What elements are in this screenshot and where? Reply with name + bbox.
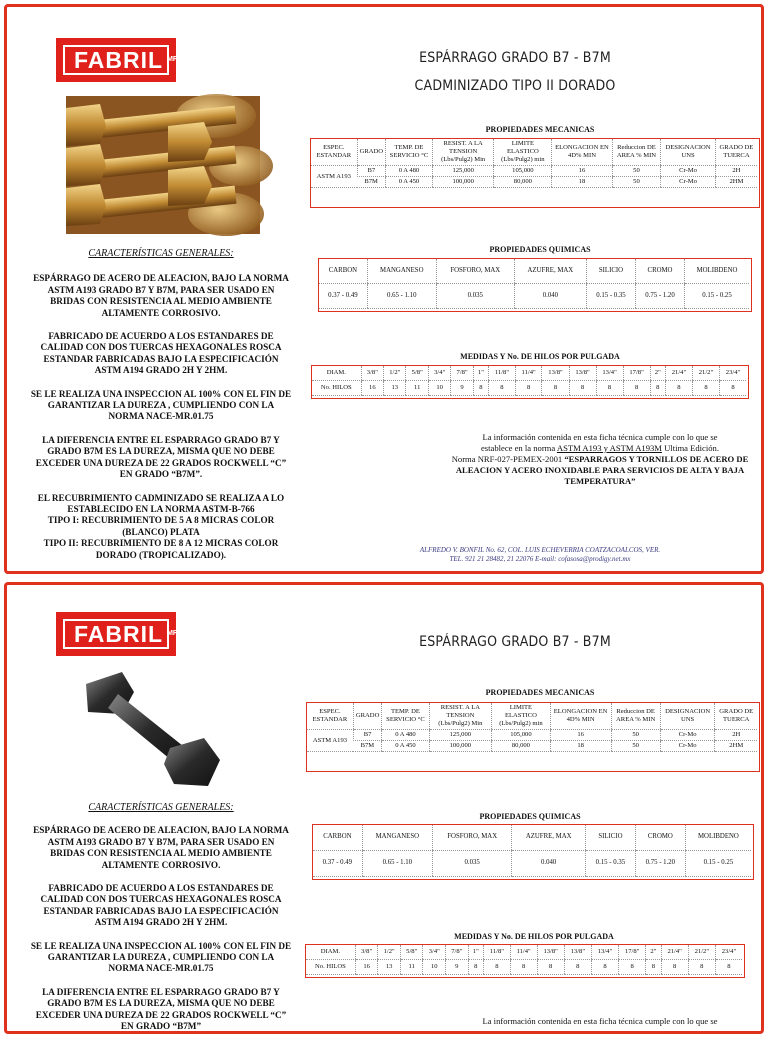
threads-cell: 8 — [596, 380, 623, 395]
compliance-note-partial: La información contenida en esta ficha técnica cumple con lo que se — [482, 1016, 718, 1026]
table-cell: 2H — [715, 730, 757, 741]
threads-cell: 8 — [619, 959, 646, 974]
diameter-cell: 11/8" — [489, 366, 516, 380]
table-row — [307, 730, 757, 741]
table-cell: 0.035 — [436, 283, 514, 308]
table-cell: B7M — [357, 177, 385, 188]
medidas-title: MEDIDAS Y No. DE HILOS POR PULGADA — [454, 932, 614, 941]
table-cell: Cr-Mo — [660, 730, 715, 741]
threads-cell: 8 — [665, 380, 692, 395]
table-cell: 50 — [612, 177, 661, 188]
char-paragraph-3: SE LE REALIZA UNA INSPECCION AL 100% CON EL FIN DE GARANTIZAR LA DUREZA , CUMPLIENDO CON LA NORMA NACE-MR.01.75 — [30, 388, 292, 422]
characteristics-section — [30, 248, 292, 573]
threads-cell: 8 — [688, 959, 715, 974]
char-paragraph-3: SE LE REALIZA UNA INSPECCION AL 100% CON EL FIN DE GARANTIZAR LA DUREZA , CUMPLIENDO CON LA NORMA NACE-MR.01.75 — [30, 940, 292, 974]
char-paragraph-1: ESPÁRRAGO DE ACERO DE ALEACION, BAJO LA NORMA ASTM A193 GRADO B7 Y B7M, PARA SER USADO EN BRIDAS CON RESISTENCIA AL MEDIO AMBIENTE ALTAMENTE CORROSIVO. — [33, 273, 289, 318]
mecanicas-table — [311, 139, 757, 188]
characteristics-heading: CARACTERÍSTICAS GENERALES: — [88, 248, 234, 259]
diameter-cell: 13/4" — [591, 945, 618, 959]
table-cell: 0.040 — [514, 283, 586, 308]
diameter-cell: 11/8" — [483, 945, 510, 959]
row-label: No. HILOS — [312, 380, 361, 395]
header-cell: CARBON — [313, 825, 362, 850]
header-cell: CARBON — [319, 259, 367, 283]
diameter-cell: 13/4" — [596, 366, 623, 380]
threads-cell: 8 — [468, 959, 483, 974]
logo-mark: MR — [167, 56, 178, 63]
mecanicas-table — [307, 703, 757, 752]
table-cell: 0.15 - 0.25 — [685, 850, 751, 876]
header-cell: DESIGNACION UNS — [661, 139, 716, 166]
page-title: ESPÁRRAGO GRADO B7 - B7M — [419, 50, 611, 66]
table-cell: 0 A 450 — [382, 741, 429, 752]
table-cell: 50 — [611, 730, 660, 741]
threads-cell: 16 — [361, 380, 383, 395]
note-line-3 — [440, 454, 760, 487]
table-cell: 105,000 — [494, 166, 552, 177]
mecanicas-header-row — [307, 703, 757, 730]
logo-mark: MR — [167, 630, 178, 637]
threads-cell: 8 — [510, 959, 537, 974]
header-cell: CROMO — [635, 825, 685, 850]
threads-cell: 8 — [650, 380, 665, 395]
table-cell: 125,000 — [432, 166, 494, 177]
diameter-cell: 13/8" — [564, 945, 591, 959]
header-cell: MANGANESO — [367, 259, 436, 283]
threads-cell: 8 — [623, 380, 650, 395]
quimicas-table — [313, 825, 751, 877]
page-title: ESPÁRRAGO GRADO B7 - B7M — [419, 634, 611, 650]
threads-cell: 8 — [537, 959, 564, 974]
diameter-cell: 2" — [646, 945, 661, 959]
table-cell: 100,000 — [429, 741, 492, 752]
table-row — [307, 741, 757, 752]
spec-cell: ASTM A193 — [307, 730, 353, 752]
medidas-table — [306, 945, 742, 975]
note-text: Norma NRF-027-PEMEX-2001 — [451, 454, 563, 464]
table-cell: 0.65 - 1.10 — [367, 283, 436, 308]
mecanicas-header-row — [311, 139, 757, 166]
page-subtitle: CADMINIZADO TIPO II DORADO — [414, 78, 616, 94]
hilos-row — [306, 959, 742, 974]
header-cell: DESIGNACION UNS — [660, 703, 715, 730]
diameter-cell: 1" — [473, 366, 488, 380]
char-paragraph-2: FABRICADO DE ACUERDO A LOS ESTANDARES DE CALIDAD CON DOS TUERCAS HEXAGONALES ROSCA ESTANDAR FABRICADAS BAJO LA ESPECIFICACIÓN ASTM A194 GRADO 2H Y 2HM. — [40, 883, 282, 928]
table-cell: 18 — [552, 177, 612, 188]
compliance-note — [440, 432, 760, 487]
address-line-1: ALFREDO V. BONFIL No. 62, COL. LUIS ECHEVERRIA COATZACOALCOS, VER. — [419, 546, 661, 554]
table-row — [313, 850, 751, 876]
table-cell: B7M — [353, 741, 381, 752]
row-label: DIAM. — [312, 366, 361, 380]
characteristics-section — [30, 802, 292, 1045]
diameter-cell: 2" — [650, 366, 665, 380]
diameter-cell: 21/2" — [692, 366, 719, 380]
table-row — [311, 177, 757, 188]
note-text: establece en la norma — [480, 443, 556, 453]
table-cell: 50 — [611, 741, 660, 752]
table-cell: 16 — [552, 166, 612, 177]
note-line-1: La información contenida en esta ficha técnica cumple con lo que se — [482, 432, 718, 442]
threads-cell: 10 — [423, 959, 446, 974]
note-text: Ultima Edición. — [664, 443, 719, 453]
header-cell: TEMP. DE SERVICIO °C — [386, 139, 433, 166]
table-cell: 80,000 — [494, 177, 552, 188]
diameter-cell: 13/8" — [537, 945, 564, 959]
diameter-cell: 3/4" — [423, 945, 446, 959]
fabril-logo — [56, 612, 176, 656]
threads-cell: 11 — [406, 380, 428, 395]
diameter-cell: 17/8" — [619, 945, 646, 959]
diameter-cell: 23/4" — [719, 366, 746, 380]
medidas-title: MEDIDAS Y No. DE HILOS POR PULGADA — [460, 352, 620, 361]
quimicas-table — [319, 259, 749, 309]
diameter-cell: 1" — [468, 945, 483, 959]
threads-cell: 8 — [483, 959, 510, 974]
char-paragraph-6: TIPO I: RECUBRIMIENTO DE 5 A 8 MICRAS COLOR (BLANCO) PLATA — [47, 515, 275, 537]
diameter-cell: 13/8" — [569, 366, 596, 380]
row-label: No. HILOS — [306, 959, 355, 974]
header-cell: CROMO — [635, 259, 684, 283]
table-cell: 125,000 — [429, 730, 492, 741]
header-cell: Reduccion DE AREA % MIN — [612, 139, 661, 166]
table-cell: B7 — [353, 730, 381, 741]
header-cell: AZUFRE, MAX — [512, 825, 586, 850]
diameter-cell: 3/4" — [428, 366, 450, 380]
table-cell: Cr-Mo — [661, 177, 716, 188]
threads-cell: 8 — [661, 959, 688, 974]
table-cell: 16 — [550, 730, 611, 741]
threads-cell: 8 — [542, 380, 569, 395]
diameter-cell: 7/8" — [451, 366, 473, 380]
table-row — [311, 166, 757, 177]
mecanicas-title: PROPIEDADES MECANICAS — [485, 125, 595, 134]
logo-text: FABRIL — [74, 621, 164, 647]
diam-row — [306, 945, 742, 959]
table-cell: 0.035 — [432, 850, 512, 876]
table-cell: 0.040 — [512, 850, 586, 876]
table-cell: 80,000 — [492, 741, 551, 752]
header-cell: MOLIBDENO — [685, 825, 751, 850]
char-paragraph-7: TIPO II: RECUBRIMIENTO DE 8 A 12 MICRAS COLOR DORADO (TROPICALIZADO). — [43, 538, 279, 560]
diameter-cell: 21/2" — [688, 945, 715, 959]
header-cell: SILICIO — [585, 825, 635, 850]
header-cell: GRADO — [353, 703, 381, 730]
table-cell: 0 A 480 — [382, 730, 429, 741]
header-cell: ELONGACION EN 4D% MIN — [550, 703, 611, 730]
diameter-cell: 5/8" — [406, 366, 428, 380]
table-cell: 0 A 480 — [386, 166, 433, 177]
table-cell: 2H — [715, 166, 757, 177]
characteristics-heading: CARACTERÍSTICAS GENERALES: — [88, 802, 234, 813]
header-cell: MANGANESO — [362, 825, 432, 850]
address-line-2: TEL. 921 21 28482, 21 22076 E-mail: cofasosa@prodigy.net.mx — [449, 555, 631, 563]
mecanicas-title: PROPIEDADES MECANICAS — [485, 688, 595, 697]
threads-cell: 8 — [473, 380, 488, 395]
threads-cell: 8 — [692, 380, 719, 395]
table-cell: B7 — [357, 166, 385, 177]
char-paragraph-1: ESPÁRRAGO DE ACERO DE ALEACION, BAJO LA NORMA ASTM A193 GRADO B7 Y B7M, PARA SER USADO EN BRIDAS CON RESISTENCIA AL MEDIO AMBIENTE ALTAMENTE CORROSIVO. — [33, 825, 289, 870]
diameter-cell: 1/2" — [378, 945, 401, 959]
diameter-cell: 1/2" — [384, 366, 406, 380]
diameter-cell: 3/8" — [355, 945, 378, 959]
char-paragraph-2: FABRICADO DE ACUERDO A LOS ESTANDARES DE CALIDAD CON DOS TUERCAS HEXAGONALES ROSCA ESTANDAR FABRICADAS BAJO LA ESPECIFICACIÓN ASTM A194 GRADO 2H Y 2HM. — [40, 331, 282, 376]
header-cell: LIMITE ELASTICO (Lbs/Pulg2) min — [494, 139, 552, 166]
table-cell: 0.75 - 1.20 — [635, 850, 685, 876]
threads-cell: 8 — [489, 380, 516, 395]
spec-cell: ASTM A193 — [311, 166, 357, 188]
threads-cell: 8 — [719, 380, 746, 395]
quimicas-title: PROPIEDADES QUIMICAS — [479, 812, 581, 821]
quimicas-title: PROPIEDADES QUIMICAS — [489, 245, 591, 254]
header-cell: MOLIBDENO — [685, 259, 749, 283]
diameter-cell: 13/8" — [542, 366, 569, 380]
header-cell: LIMITE ELASTICO (Lbs/Pulg2) min — [492, 703, 551, 730]
table-cell: 0.15 - 0.35 — [586, 283, 635, 308]
diameter-cell: 11/4" — [515, 366, 542, 380]
note-standard: ASTM A193 y ASTM A193M — [556, 443, 662, 453]
table-cell: 0.37 - 0.49 — [313, 850, 362, 876]
table-cell: Cr-Mo — [660, 741, 715, 752]
threads-cell: 8 — [569, 380, 596, 395]
note-line-2 — [440, 443, 760, 454]
header-cell: GRADO — [357, 139, 385, 166]
header-cell: FOSFORO, MAX — [432, 825, 512, 850]
threads-cell: 8 — [646, 959, 661, 974]
threads-cell: 9 — [446, 959, 469, 974]
logo-text: FABRIL — [74, 47, 164, 73]
table-cell: 0.15 - 0.25 — [685, 283, 749, 308]
diameter-cell: 5/8" — [400, 945, 423, 959]
table-cell: 0.15 - 0.35 — [585, 850, 635, 876]
threads-cell: 8 — [564, 959, 591, 974]
threads-cell: 8 — [715, 959, 742, 974]
datasheet-page-2 — [0, 578, 768, 1032]
header-cell: ESPEC. ESTANDAR — [307, 703, 353, 730]
threads-cell: 8 — [515, 380, 542, 395]
table-cell: 105,000 — [492, 730, 551, 741]
fabril-logo — [56, 38, 176, 82]
diameter-cell: 21/4" — [661, 945, 688, 959]
threads-cell: 11 — [400, 959, 423, 974]
table-cell: 18 — [550, 741, 611, 752]
header-cell: AZUFRE, MAX — [514, 259, 586, 283]
quimicas-header-row — [313, 825, 751, 850]
row-label: DIAM. — [306, 945, 355, 959]
table-cell: 0.75 - 1.20 — [635, 283, 684, 308]
company-address — [370, 546, 710, 564]
note-bold: “ESPARRAGOS Y TORNILLOS DE ACERO DE ALEACION Y ACERO INOXIDABLE PARA SERVICIOS DE ALTA Y BAJA TEMPERATURA” — [455, 454, 749, 486]
char-paragraph-4: LA DIFERENCIA ENTRE EL ESPARRAGO GRADO B7 Y GRADO B7M ES LA DUREZA, MISMA QUE NO DEBE EXCEDER UNA DUREZA DE 22 GRADOS ROCKWELL “C” EN GRADO “B7M”. — [35, 434, 287, 480]
diameter-cell: 21/4" — [665, 366, 692, 380]
diameter-cell: 3/8" — [361, 366, 383, 380]
header-cell: Reduccion DE AREA % MIN — [611, 703, 660, 730]
header-cell: FOSFORO, MAX — [436, 259, 514, 283]
header-cell: ESPEC. ESTANDAR — [311, 139, 357, 166]
diameter-cell: 23/4" — [715, 945, 742, 959]
threads-cell: 16 — [355, 959, 378, 974]
product-photo-gold-studs — [66, 96, 260, 234]
diam-row — [312, 366, 746, 380]
diameter-cell: 11/4" — [510, 945, 537, 959]
threads-cell: 8 — [591, 959, 618, 974]
table-cell: 0.65 - 1.10 — [362, 850, 432, 876]
header-cell: GRADO DE TUERCA — [715, 139, 757, 166]
table-cell: 0 A 450 — [386, 177, 433, 188]
char-paragraph-4: LA DIFERENCIA ENTRE EL ESPARRAGO GRADO B7 Y GRADO B7M ES LA DUREZA, MISMA QUE NO DEBE EXCEDER UNA DUREZA DE 22 GRADOS ROCKWELL “C” EN GRADO “B7M” — [35, 986, 287, 1032]
header-cell: RESIST. A LA TENSION (Lbs/Pulg2) Min — [432, 139, 494, 166]
threads-cell: 13 — [384, 380, 406, 395]
threads-cell: 13 — [378, 959, 401, 974]
threads-cell: 10 — [428, 380, 450, 395]
quimicas-header-row — [319, 259, 749, 283]
header-cell: SILICIO — [586, 259, 635, 283]
table-cell: 50 — [612, 166, 661, 177]
char-paragraph-5: EL RECUBRIMIENTO CADMINIZADO SE REALIZA A LO ESTABLECIDO EN LA NORMA ASTM-B-766 — [37, 492, 285, 514]
header-cell: GRADO DE TUERCA — [715, 703, 757, 730]
table-row — [319, 283, 749, 308]
medidas-table — [312, 366, 746, 396]
header-cell: TEMP. DE SERVICIO °C — [382, 703, 429, 730]
header-cell: RESIST. A LA TENSION (Lbs/Pulg2) Min — [429, 703, 492, 730]
threads-cell: 9 — [451, 380, 473, 395]
table-cell: 2HM — [715, 741, 757, 752]
diameter-cell: 7/8" — [446, 945, 469, 959]
product-photo-black-stud — [78, 664, 228, 794]
table-cell: 100,000 — [432, 177, 494, 188]
table-cell: 0.37 - 0.49 — [319, 283, 367, 308]
table-cell: 2HM — [715, 177, 757, 188]
diameter-cell: 17/8" — [623, 366, 650, 380]
header-cell: ELONGACION EN 4D% MIN — [552, 139, 612, 166]
hilos-row — [312, 380, 746, 395]
table-cell: Cr-Mo — [661, 166, 716, 177]
